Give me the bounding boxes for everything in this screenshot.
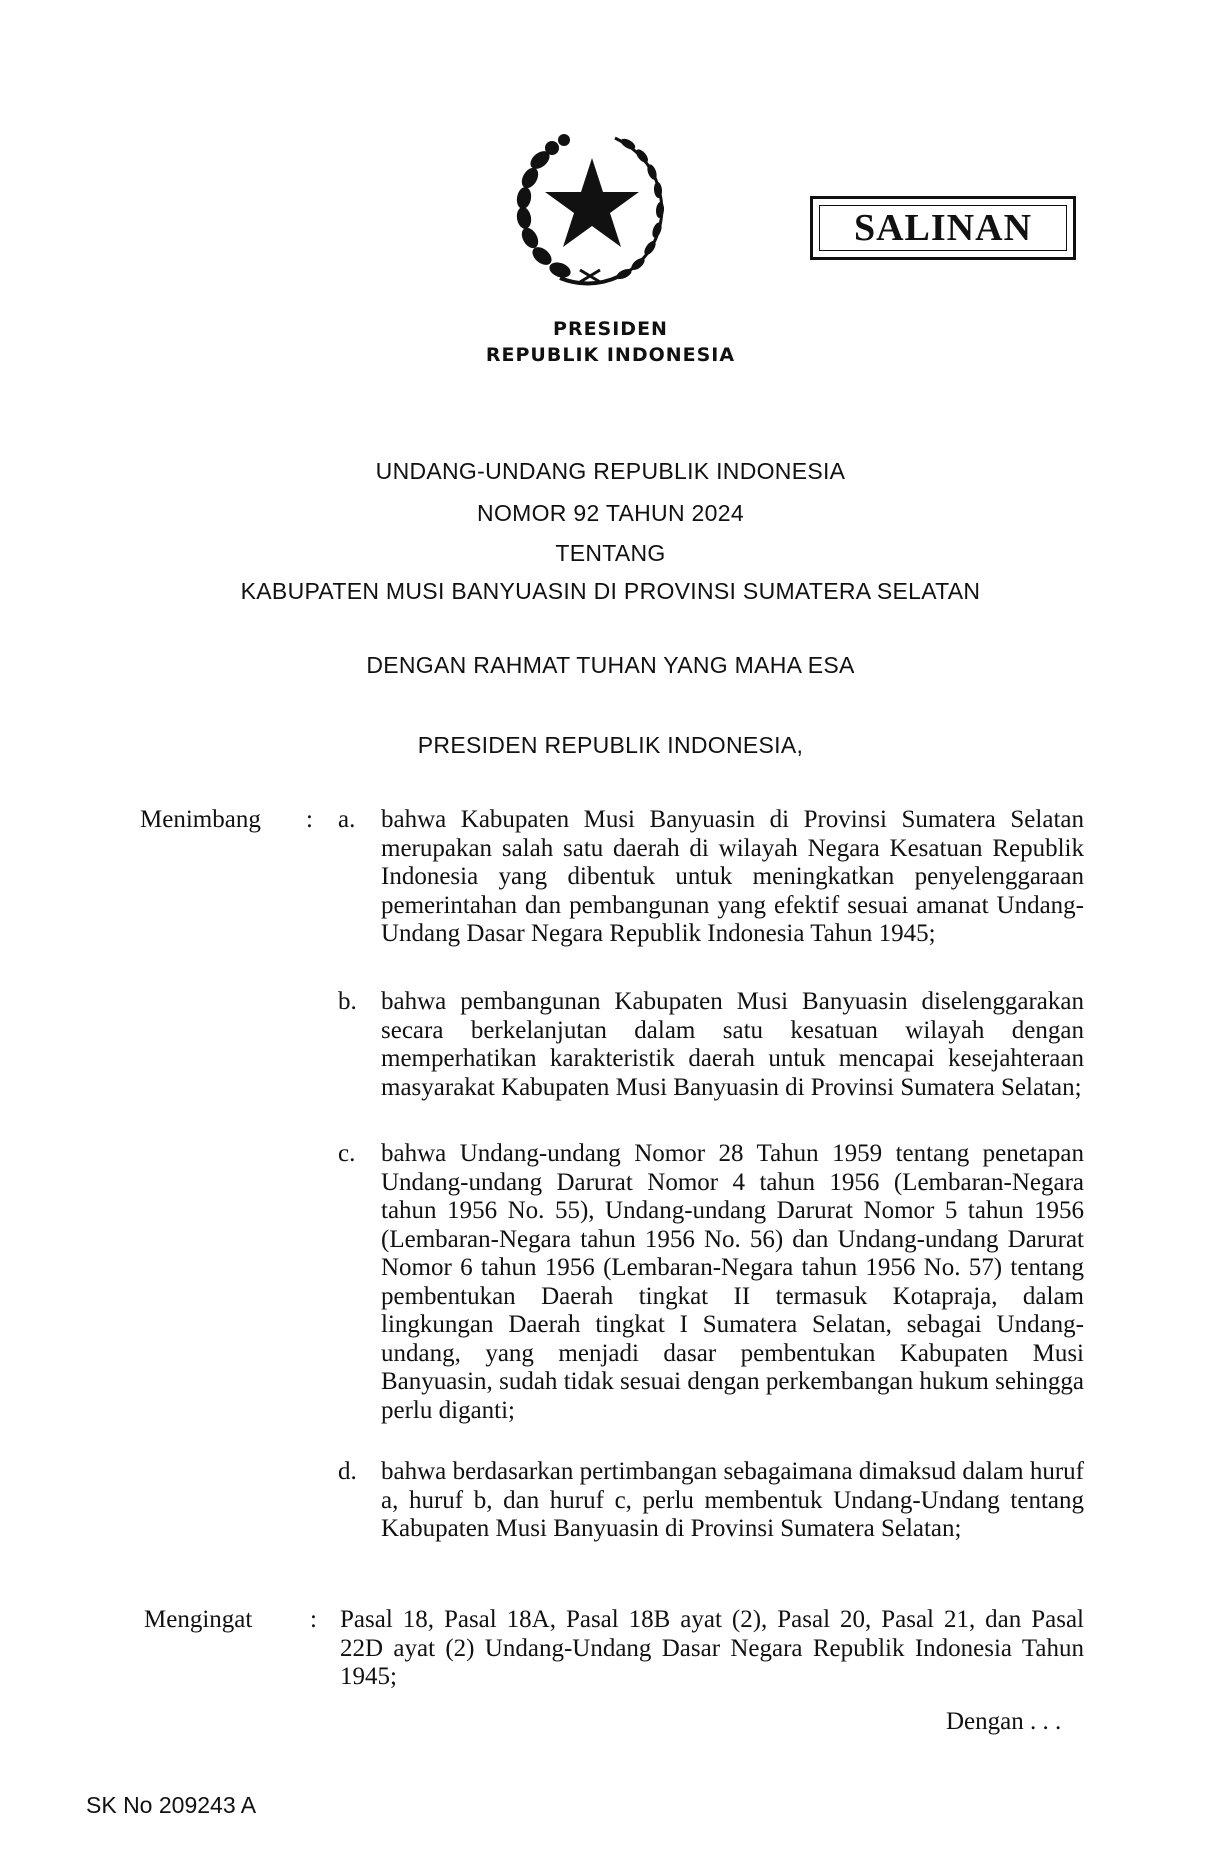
menimbang-item-c-text: bahwa Undang-undang Nomor 28 Tahun 1959 tentang penetapan Undang-undang Darurat Nomor 4 tahun 1956 (Lembaran-Negara tahun 1956 No. 55), Undang-undang Darurat Nomor 5 tahun 1956 (Lembaran-Negara tahun 1956 No. 56) dan Undang-undang Darurat Nomor 6 tahun 1956 (Lembaran-Negara tahun 1956 No. 57) tentang pembentukan Daerah tingkat II termasuk Kotapraja, dalam lingkungan Daerah tingkat I Sumatera Selatan, sebagai Undang-undang, yang menjadi dasar pembentukan Kabupaten Musi Banyuasin, sudah tidak sesuai dengan perkembangan hukum sehingga perlu diganti;	[381, 1140, 1084, 1424]
menimbang-item-a	[381, 806, 1084, 949]
salinan-stamp-label: SALINAN	[819, 205, 1067, 251]
menimbang-item-d-marker: d.	[338, 1458, 357, 1485]
mengingat-colon: :	[310, 1606, 317, 1633]
menimbang-label: Menimbang	[140, 806, 261, 833]
menimbang-item-b-marker: b.	[338, 988, 357, 1015]
menimbang-colon: :	[306, 806, 313, 833]
menimbang-item-b-text: bahwa pembangunan Kabupaten Musi Banyuasin diselenggarakan secara berkelanjutan dalam satu kesatuan wilayah dengan memperhatikan karakteristik daerah untuk mencapai kesejahteraan masyarakat Kabupaten Musi Banyuasin di Provinsi Sumatera Selatan;	[381, 988, 1084, 1101]
title-line2: NOMOR 92 TAHUN 2024	[477, 500, 744, 526]
garuda-star-emblem-icon	[500, 120, 680, 295]
mengingat-text: Pasal 18, Pasal 18A, Pasal 18B ayat (2), Pasal 20, Pasal 21, dan Pasal 22D ayat (2) Undang-Undang Dasar Negara Republik Indonesia Tahun 1945;	[340, 1606, 1084, 1690]
salinan-stamp	[810, 196, 1076, 260]
menimbang-item-b	[381, 988, 1084, 1102]
mengingat-label: Mengingat	[144, 1606, 253, 1633]
sk-number: SK No 209243 A	[86, 1792, 257, 1818]
menimbang-item-a-marker: a.	[338, 806, 356, 833]
menimbang-item-d	[381, 1458, 1084, 1544]
title-line1: UNDANG-UNDANG REPUBLIK INDONESIA	[375, 458, 846, 484]
menimbang-item-c-marker: c.	[338, 1140, 356, 1167]
issuer-line1: PRESIDEN	[553, 318, 668, 340]
authority-line: PRESIDEN REPUBLIK INDONESIA,	[417, 732, 804, 758]
title-line3: TENTANG	[555, 540, 666, 566]
continuation-catchword: Dengan . . .	[946, 1708, 1062, 1735]
issuer-line2: REPUBLIK INDONESIA	[485, 344, 736, 366]
menimbang-item-a-text: bahwa Kabupaten Musi Banyuasin di Provinsi Sumatera Selatan merupakan salah satu daerah di wilayah Negara Kesatuan Republik Indonesia yang dibentuk untuk meningkatkan penyelenggaraan pemerintahan dan pembangunan yang efektif sesuai amanat Undang-Undang Dasar Negara Republik Indonesia Tahun 1945;	[381, 806, 1084, 947]
invocation: DENGAN RAHMAT TUHAN YANG MAHA ESA	[366, 652, 855, 678]
menimbang-item-d-text: bahwa berdasarkan pertimbangan sebagaimana dimaksud dalam huruf a, huruf b, dan huruf c, perlu membentuk Undang-Undang tentang Kabupaten Musi Banyuasin di Provinsi Sumatera Selatan;	[381, 1458, 1084, 1542]
mengingat-body	[340, 1606, 1084, 1692]
title-line4: KABUPATEN MUSI BANYUASIN DI PROVINSI SUMATERA SELATAN	[240, 578, 981, 604]
menimbang-item-c	[381, 1140, 1084, 1425]
